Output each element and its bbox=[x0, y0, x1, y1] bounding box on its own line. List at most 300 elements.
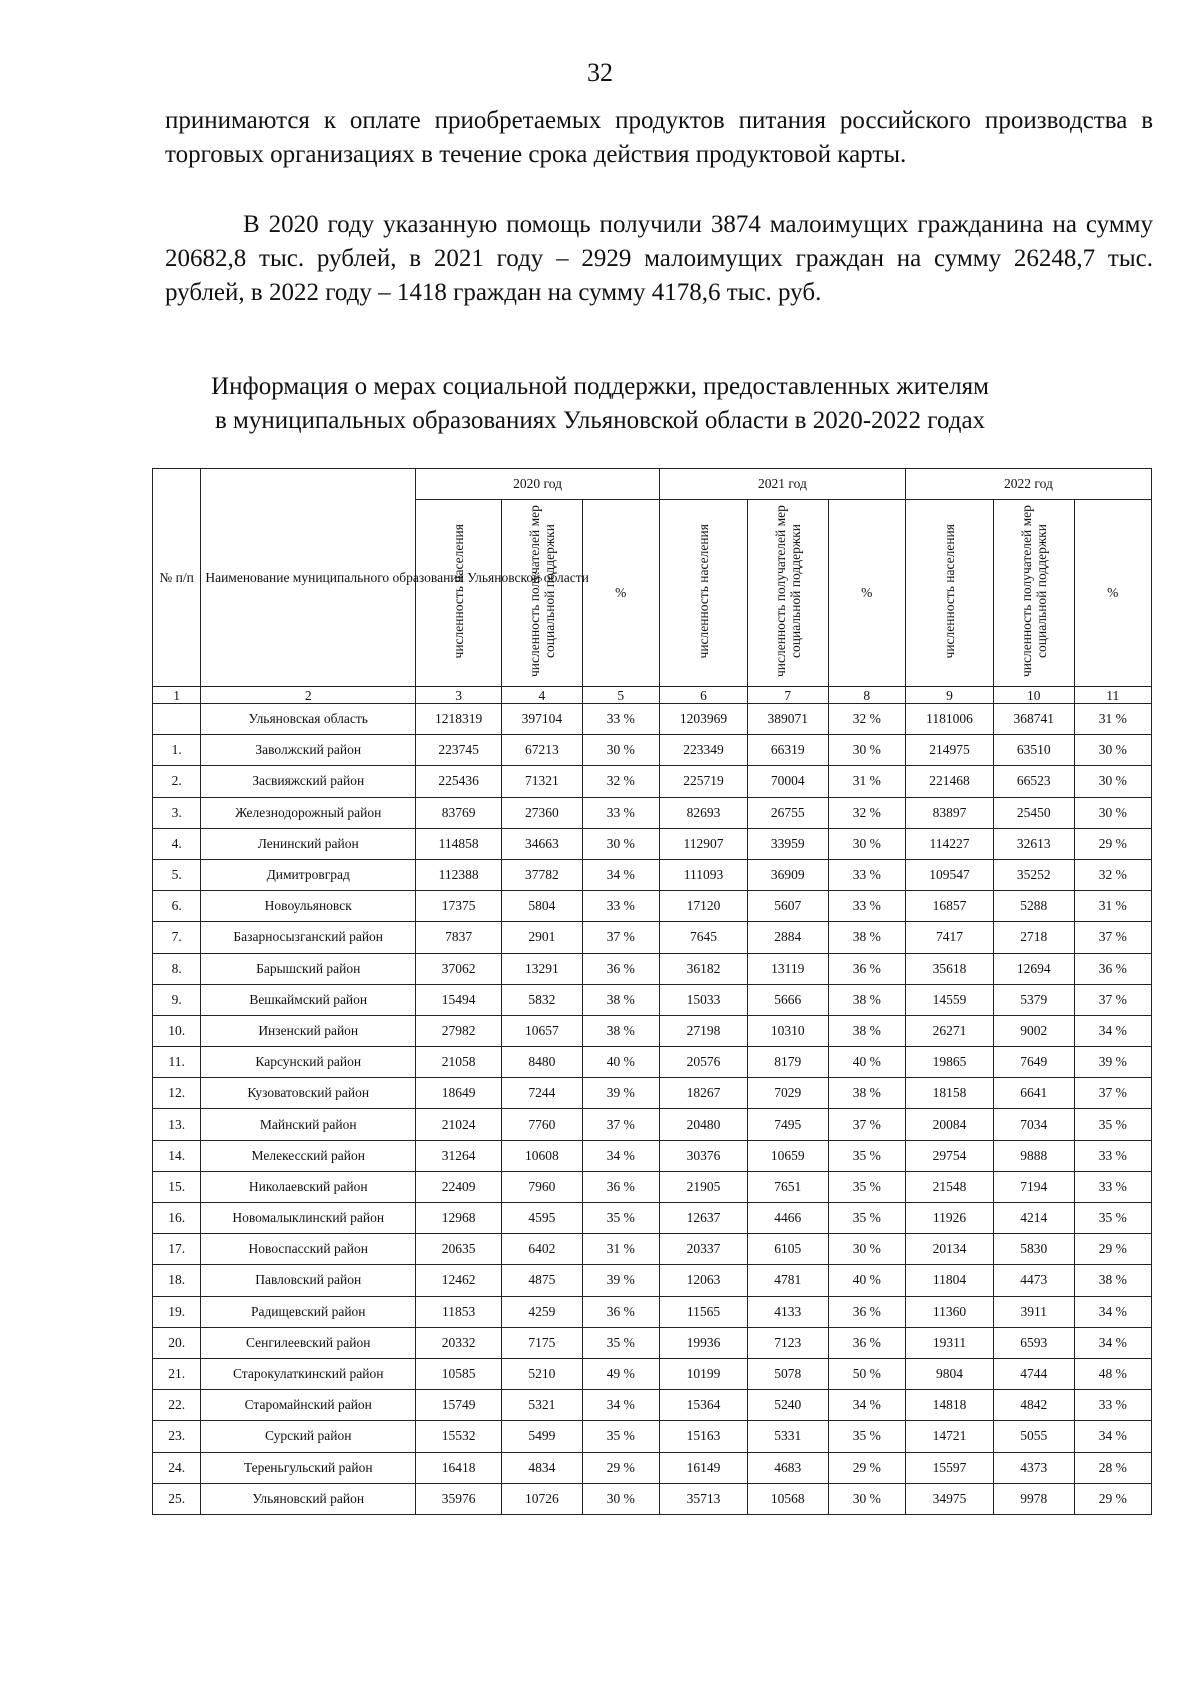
percent-2020: 36 % bbox=[582, 1171, 659, 1202]
percent-2021: 32 % bbox=[828, 797, 905, 828]
header-year-2021: 2021 год bbox=[659, 469, 905, 500]
municipality-name: Карсунский район bbox=[201, 1047, 416, 1078]
recipients-2021: 36909 bbox=[748, 859, 829, 890]
percent-2021: 36 % bbox=[828, 1296, 905, 1327]
percent-2020: 35 % bbox=[582, 1421, 659, 1452]
percent-2020: 38 % bbox=[582, 984, 659, 1015]
recipients-2022: 5055 bbox=[994, 1421, 1075, 1452]
percent-2020: 33 % bbox=[582, 891, 659, 922]
percent-2021: 29 % bbox=[828, 1452, 905, 1483]
table-row bbox=[153, 922, 1152, 953]
page-number: 32 bbox=[587, 58, 613, 87]
municipality-name: Железнодорожный район bbox=[201, 797, 416, 828]
recipients-2021: 5607 bbox=[748, 891, 829, 922]
percent-2020: 36 % bbox=[582, 953, 659, 984]
recipients-2020: 13291 bbox=[502, 953, 583, 984]
municipality-name: Засвияжский район bbox=[201, 766, 416, 797]
recipients-2021: 10659 bbox=[748, 1140, 829, 1171]
percent-2022: 32 % bbox=[1074, 859, 1151, 890]
population-2020: 225436 bbox=[416, 766, 502, 797]
row-number: 25. bbox=[153, 1483, 201, 1514]
recipients-2020: 4595 bbox=[502, 1203, 583, 1234]
recipients-2020: 34663 bbox=[502, 828, 583, 859]
recipients-2020: 2901 bbox=[502, 922, 583, 953]
recipients-2022: 4744 bbox=[994, 1358, 1075, 1389]
header-recipients: численность получателей мер социальной поддержки bbox=[502, 500, 583, 687]
percent-2022: 34 % bbox=[1074, 1327, 1151, 1358]
municipality-name: Старокулаткинский район bbox=[201, 1358, 416, 1389]
population-2022: 83897 bbox=[905, 797, 993, 828]
percent-2020: 36 % bbox=[582, 1296, 659, 1327]
population-2021: 11565 bbox=[659, 1296, 747, 1327]
column-number: 9 bbox=[905, 687, 993, 704]
percent-2022: 30 % bbox=[1074, 735, 1151, 766]
population-2020: 12968 bbox=[416, 1203, 502, 1234]
percent-2022: 29 % bbox=[1074, 1234, 1151, 1265]
column-number: 11 bbox=[1074, 687, 1151, 704]
population-2020: 10585 bbox=[416, 1358, 502, 1389]
population-2021: 82693 bbox=[659, 797, 747, 828]
table-row bbox=[153, 1203, 1152, 1234]
municipality-name: Радищевский район bbox=[201, 1296, 416, 1327]
population-2021: 35713 bbox=[659, 1483, 747, 1514]
header-recipients: численность получателей мер социальной поддержки bbox=[748, 500, 829, 687]
recipients-2022: 5288 bbox=[994, 891, 1075, 922]
percent-2021: 33 % bbox=[828, 891, 905, 922]
population-2021: 16149 bbox=[659, 1452, 747, 1483]
municipality-name: Вешкаймский район bbox=[201, 984, 416, 1015]
percent-2021: 34 % bbox=[828, 1390, 905, 1421]
table-row bbox=[153, 1421, 1152, 1452]
percent-2022: 33 % bbox=[1074, 1171, 1151, 1202]
row-number: 22. bbox=[153, 1390, 201, 1421]
population-2020: 114858 bbox=[416, 828, 502, 859]
table-row bbox=[153, 735, 1152, 766]
row-number: 4. bbox=[153, 828, 201, 859]
percent-2022: 33 % bbox=[1074, 1390, 1151, 1421]
percent-2022: 38 % bbox=[1074, 1265, 1151, 1296]
population-2021: 21905 bbox=[659, 1171, 747, 1202]
percent-2020: 32 % bbox=[582, 766, 659, 797]
percent-2022: 34 % bbox=[1074, 1015, 1151, 1046]
row-number: 8. bbox=[153, 953, 201, 984]
row-number: 23. bbox=[153, 1421, 201, 1452]
percent-2022: 29 % bbox=[1074, 828, 1151, 859]
population-2020: 20635 bbox=[416, 1234, 502, 1265]
population-2021: 15163 bbox=[659, 1421, 747, 1452]
percent-2022: 34 % bbox=[1074, 1296, 1151, 1327]
percent-2021: 35 % bbox=[828, 1171, 905, 1202]
row-number: 24. bbox=[153, 1452, 201, 1483]
population-2020: 15494 bbox=[416, 984, 502, 1015]
population-2021: 223349 bbox=[659, 735, 747, 766]
percent-2022: 36 % bbox=[1074, 953, 1151, 984]
population-2022: 109547 bbox=[905, 859, 993, 890]
percent-2020: 29 % bbox=[582, 1452, 659, 1483]
table-row bbox=[153, 1015, 1152, 1046]
percent-2022: 29 % bbox=[1074, 1483, 1151, 1514]
recipients-2022: 66523 bbox=[994, 766, 1075, 797]
percent-2021: 35 % bbox=[828, 1421, 905, 1452]
population-2021: 20337 bbox=[659, 1234, 747, 1265]
table-row bbox=[153, 1078, 1152, 1109]
percent-2021: 30 % bbox=[828, 828, 905, 859]
population-2020: 31264 bbox=[416, 1140, 502, 1171]
recipients-2020: 5804 bbox=[502, 891, 583, 922]
percent-2022: 35 % bbox=[1074, 1109, 1151, 1140]
recipients-2022: 4214 bbox=[994, 1203, 1075, 1234]
population-2022: 15597 bbox=[905, 1452, 993, 1483]
percent-2022: 39 % bbox=[1074, 1047, 1151, 1078]
percent-2021: 30 % bbox=[828, 1483, 905, 1514]
percent-2022: 48 % bbox=[1074, 1358, 1151, 1389]
recipients-2020: 5499 bbox=[502, 1421, 583, 1452]
recipients-2020: 4259 bbox=[502, 1296, 583, 1327]
table-row bbox=[153, 828, 1152, 859]
header-number: № п/п bbox=[153, 469, 201, 687]
municipality-name: Новоспасский район bbox=[201, 1234, 416, 1265]
header-population: численность населения bbox=[416, 500, 502, 687]
row-number: 15. bbox=[153, 1171, 201, 1202]
row-number: 5. bbox=[153, 859, 201, 890]
table-row bbox=[153, 1296, 1152, 1327]
percent-2021: 38 % bbox=[828, 922, 905, 953]
population-2022: 14818 bbox=[905, 1390, 993, 1421]
recipients-2022: 12694 bbox=[994, 953, 1075, 984]
percent-2020: 30 % bbox=[582, 828, 659, 859]
population-2020: 12462 bbox=[416, 1265, 502, 1296]
population-2021: 225719 bbox=[659, 766, 747, 797]
municipality-name: Инзенский район bbox=[201, 1015, 416, 1046]
population-2022: 214975 bbox=[905, 735, 993, 766]
recipients-2021: 13119 bbox=[748, 953, 829, 984]
population-2021: 36182 bbox=[659, 953, 747, 984]
header-percent: % bbox=[828, 500, 905, 687]
percent-2022: 37 % bbox=[1074, 984, 1151, 1015]
percent-2021: 30 % bbox=[828, 735, 905, 766]
recipients-2020: 5210 bbox=[502, 1358, 583, 1389]
percent-2021: 37 % bbox=[828, 1109, 905, 1140]
population-2022: 20134 bbox=[905, 1234, 993, 1265]
header-year-2022: 2022 год bbox=[905, 469, 1151, 500]
row-number: 9. bbox=[153, 984, 201, 1015]
recipients-2022: 3911 bbox=[994, 1296, 1075, 1327]
population-2020: 1218319 bbox=[416, 704, 502, 735]
population-2021: 18267 bbox=[659, 1078, 747, 1109]
percent-2021: 32 % bbox=[828, 704, 905, 735]
recipients-2021: 8179 bbox=[748, 1047, 829, 1078]
population-2021: 7645 bbox=[659, 922, 747, 953]
column-number: 4 bbox=[502, 687, 583, 704]
population-2022: 11926 bbox=[905, 1203, 993, 1234]
recipients-2020: 7760 bbox=[502, 1109, 583, 1140]
percent-2020: 39 % bbox=[582, 1265, 659, 1296]
population-2022: 114227 bbox=[905, 828, 993, 859]
row-number: 19. bbox=[153, 1296, 201, 1327]
recipients-2020: 6402 bbox=[502, 1234, 583, 1265]
population-2022: 19865 bbox=[905, 1047, 993, 1078]
recipients-2020: 7175 bbox=[502, 1327, 583, 1358]
municipality-name: Сурский район bbox=[201, 1421, 416, 1452]
percent-2021: 38 % bbox=[828, 1078, 905, 1109]
recipients-2020: 37782 bbox=[502, 859, 583, 890]
row-number: 12. bbox=[153, 1078, 201, 1109]
municipality-name: Базарносызганский район bbox=[201, 922, 416, 953]
percent-2022: 34 % bbox=[1074, 1421, 1151, 1452]
municipality-name: Мелекесский район bbox=[201, 1140, 416, 1171]
recipients-2022: 5830 bbox=[994, 1234, 1075, 1265]
row-number: 20. bbox=[153, 1327, 201, 1358]
table-row bbox=[153, 984, 1152, 1015]
population-2021: 1203969 bbox=[659, 704, 747, 735]
population-2022: 29754 bbox=[905, 1140, 993, 1171]
row-number: 3. bbox=[153, 797, 201, 828]
population-2022: 35618 bbox=[905, 953, 993, 984]
municipality-name: Николаевский район bbox=[201, 1171, 416, 1202]
column-number: 5 bbox=[582, 687, 659, 704]
recipients-2022: 9888 bbox=[994, 1140, 1075, 1171]
recipients-2021: 5331 bbox=[748, 1421, 829, 1452]
recipients-2022: 35252 bbox=[994, 859, 1075, 890]
population-2021: 12637 bbox=[659, 1203, 747, 1234]
recipients-2020: 4875 bbox=[502, 1265, 583, 1296]
recipients-2021: 4781 bbox=[748, 1265, 829, 1296]
population-2021: 15033 bbox=[659, 984, 747, 1015]
percent-2021: 35 % bbox=[828, 1203, 905, 1234]
row-number: 13. bbox=[153, 1109, 201, 1140]
recipients-2022: 2718 bbox=[994, 922, 1075, 953]
population-2021: 112907 bbox=[659, 828, 747, 859]
percent-2020: 37 % bbox=[582, 1109, 659, 1140]
population-2020: 18649 bbox=[416, 1078, 502, 1109]
recipients-2021: 33959 bbox=[748, 828, 829, 859]
recipients-2022: 7034 bbox=[994, 1109, 1075, 1140]
percent-2022: 31 % bbox=[1074, 704, 1151, 735]
population-2022: 20084 bbox=[905, 1109, 993, 1140]
column-number: 2 bbox=[201, 687, 416, 704]
recipients-2021: 6105 bbox=[748, 1234, 829, 1265]
population-2022: 18158 bbox=[905, 1078, 993, 1109]
municipality-name: Ульяновская область bbox=[201, 704, 416, 735]
municipality-name: Барышский район bbox=[201, 953, 416, 984]
population-2020: 37062 bbox=[416, 953, 502, 984]
header-recipients: численность получателей мер социальной поддержки bbox=[994, 500, 1075, 687]
population-2020: 15749 bbox=[416, 1390, 502, 1421]
percent-2020: 35 % bbox=[582, 1327, 659, 1358]
recipients-2022: 32613 bbox=[994, 828, 1075, 859]
percent-2020: 31 % bbox=[582, 1234, 659, 1265]
recipients-2021: 7123 bbox=[748, 1327, 829, 1358]
population-2022: 14559 bbox=[905, 984, 993, 1015]
table-row bbox=[153, 953, 1152, 984]
percent-2021: 35 % bbox=[828, 1140, 905, 1171]
table-row bbox=[153, 859, 1152, 890]
population-2020: 11853 bbox=[416, 1296, 502, 1327]
percent-2020: 37 % bbox=[582, 922, 659, 953]
recipients-2020: 5832 bbox=[502, 984, 583, 1015]
table-row bbox=[153, 1390, 1152, 1421]
table-title bbox=[0, 370, 1200, 438]
percent-2020: 34 % bbox=[582, 1140, 659, 1171]
recipients-2021: 7029 bbox=[748, 1078, 829, 1109]
column-number: 1 bbox=[153, 687, 201, 704]
recipients-2021: 10568 bbox=[748, 1483, 829, 1514]
row-number: 16. bbox=[153, 1203, 201, 1234]
municipality-name: Новомалыклинский район bbox=[201, 1203, 416, 1234]
table-row bbox=[153, 797, 1152, 828]
recipients-2022: 6593 bbox=[994, 1327, 1075, 1358]
recipients-2021: 70004 bbox=[748, 766, 829, 797]
municipality-name: Димитровград bbox=[201, 859, 416, 890]
percent-2021: 40 % bbox=[828, 1047, 905, 1078]
population-2021: 30376 bbox=[659, 1140, 747, 1171]
header-population: численность населения bbox=[659, 500, 747, 687]
population-2022: 19311 bbox=[905, 1327, 993, 1358]
table-row bbox=[153, 1452, 1152, 1483]
recipients-2021: 4466 bbox=[748, 1203, 829, 1234]
recipients-2022: 5379 bbox=[994, 984, 1075, 1015]
row-number bbox=[153, 704, 201, 735]
table-row bbox=[153, 704, 1152, 735]
table-row bbox=[153, 1109, 1152, 1140]
population-2022: 11360 bbox=[905, 1296, 993, 1327]
recipients-2022: 368741 bbox=[994, 704, 1075, 735]
population-2020: 27982 bbox=[416, 1015, 502, 1046]
column-number: 10 bbox=[994, 687, 1075, 704]
header-percent: % bbox=[1074, 500, 1151, 687]
percent-2020: 35 % bbox=[582, 1203, 659, 1234]
recipients-2021: 10310 bbox=[748, 1015, 829, 1046]
row-number: 6. bbox=[153, 891, 201, 922]
recipients-2021: 389071 bbox=[748, 704, 829, 735]
recipients-2020: 397104 bbox=[502, 704, 583, 735]
population-2020: 223745 bbox=[416, 735, 502, 766]
percent-2021: 30 % bbox=[828, 1234, 905, 1265]
recipients-2020: 10657 bbox=[502, 1015, 583, 1046]
support-measures-table bbox=[152, 468, 1152, 1515]
recipients-2021: 4133 bbox=[748, 1296, 829, 1327]
percent-2021: 38 % bbox=[828, 1015, 905, 1046]
header-municipality: Наименование муниципального образования Ульяновской области bbox=[201, 469, 416, 687]
row-number: 17. bbox=[153, 1234, 201, 1265]
percent-2020: 34 % bbox=[582, 859, 659, 890]
recipients-2022: 9978 bbox=[994, 1483, 1075, 1514]
table-title-line-2: в муниципальных образованиях Ульяновской области в 2020-2022 годах bbox=[214, 407, 986, 434]
recipients-2021: 7495 bbox=[748, 1109, 829, 1140]
table-row bbox=[153, 766, 1152, 797]
row-number: 2. bbox=[153, 766, 201, 797]
population-2020: 35976 bbox=[416, 1483, 502, 1514]
percent-2020: 33 % bbox=[582, 797, 659, 828]
recipients-2022: 63510 bbox=[994, 735, 1075, 766]
population-2020: 22409 bbox=[416, 1171, 502, 1202]
percent-2022: 37 % bbox=[1074, 1078, 1151, 1109]
municipality-name: Заволжский район bbox=[201, 735, 416, 766]
column-number: 6 bbox=[659, 687, 747, 704]
municipality-name: Майнский район bbox=[201, 1109, 416, 1140]
table-row bbox=[153, 1171, 1152, 1202]
header-percent: % bbox=[582, 500, 659, 687]
row-number: 21. bbox=[153, 1358, 201, 1389]
column-number-row bbox=[153, 687, 1152, 704]
population-2021: 10199 bbox=[659, 1358, 747, 1389]
recipients-2020: 8480 bbox=[502, 1047, 583, 1078]
table-row bbox=[153, 1265, 1152, 1296]
population-2020: 21058 bbox=[416, 1047, 502, 1078]
population-2021: 19936 bbox=[659, 1327, 747, 1358]
percent-2021: 38 % bbox=[828, 984, 905, 1015]
population-2021: 12063 bbox=[659, 1265, 747, 1296]
percent-2022: 35 % bbox=[1074, 1203, 1151, 1234]
population-2020: 7837 bbox=[416, 922, 502, 953]
percent-2022: 30 % bbox=[1074, 766, 1151, 797]
population-2021: 17120 bbox=[659, 891, 747, 922]
population-2020: 112388 bbox=[416, 859, 502, 890]
percent-2020: 33 % bbox=[582, 704, 659, 735]
header-year-2020: 2020 год bbox=[416, 469, 660, 500]
population-2020: 17375 bbox=[416, 891, 502, 922]
municipality-name: Ленинский район bbox=[201, 828, 416, 859]
row-number: 11. bbox=[153, 1047, 201, 1078]
recipients-2021: 7651 bbox=[748, 1171, 829, 1202]
recipients-2022: 9002 bbox=[994, 1015, 1075, 1046]
municipality-name: Тереньгульский район bbox=[201, 1452, 416, 1483]
row-number: 7. bbox=[153, 922, 201, 953]
recipients-2021: 2884 bbox=[748, 922, 829, 953]
table-row bbox=[153, 1047, 1152, 1078]
percent-2021: 33 % bbox=[828, 859, 905, 890]
percent-2022: 30 % bbox=[1074, 797, 1151, 828]
percent-2021: 36 % bbox=[828, 1327, 905, 1358]
row-number: 18. bbox=[153, 1265, 201, 1296]
population-2020: 15532 bbox=[416, 1421, 502, 1452]
table-row bbox=[153, 1234, 1152, 1265]
population-2021: 20480 bbox=[659, 1109, 747, 1140]
table-row bbox=[153, 1358, 1152, 1389]
population-2020: 83769 bbox=[416, 797, 502, 828]
population-2022: 221468 bbox=[905, 766, 993, 797]
header-population: численность населения bbox=[905, 500, 993, 687]
percent-2020: 40 % bbox=[582, 1047, 659, 1078]
percent-2022: 33 % bbox=[1074, 1140, 1151, 1171]
percent-2021: 31 % bbox=[828, 766, 905, 797]
recipients-2022: 25450 bbox=[994, 797, 1075, 828]
recipients-2020: 71321 bbox=[502, 766, 583, 797]
population-2022: 26271 bbox=[905, 1015, 993, 1046]
percent-2020: 49 % bbox=[582, 1358, 659, 1389]
population-2021: 111093 bbox=[659, 859, 747, 890]
population-2022: 21548 bbox=[905, 1171, 993, 1202]
column-number: 8 bbox=[828, 687, 905, 704]
percent-2022: 31 % bbox=[1074, 891, 1151, 922]
paragraph-2: В 2020 году указанную помощь получили 3874 малоимущих гражданина на сумму 20682,8 тыс. рублей, в 2021 году – 2929 малоимущих граждан на сумму 26248,7 тыс. рублей, в 2022 году – 1418 граждан на сумму 4178,6 тыс. руб. bbox=[165, 211, 1153, 306]
table-row bbox=[153, 1140, 1152, 1171]
row-number: 1. bbox=[153, 735, 201, 766]
population-2020: 20332 bbox=[416, 1327, 502, 1358]
paragraph-1: принимаются к оплате приобретаемых продуктов питания российского производства в торговых организациях в течение срока действия продуктовой карты. bbox=[165, 107, 1153, 168]
percent-2020: 38 % bbox=[582, 1015, 659, 1046]
recipients-2021: 5666 bbox=[748, 984, 829, 1015]
percent-2020: 30 % bbox=[582, 1483, 659, 1514]
recipients-2022: 4842 bbox=[994, 1390, 1075, 1421]
percent-2022: 28 % bbox=[1074, 1452, 1151, 1483]
recipients-2022: 4473 bbox=[994, 1265, 1075, 1296]
recipients-2020: 10726 bbox=[502, 1483, 583, 1514]
percent-2021: 36 % bbox=[828, 953, 905, 984]
municipality-name: Новоульяновск bbox=[201, 891, 416, 922]
recipients-2020: 7960 bbox=[502, 1171, 583, 1202]
population-2021: 27198 bbox=[659, 1015, 747, 1046]
